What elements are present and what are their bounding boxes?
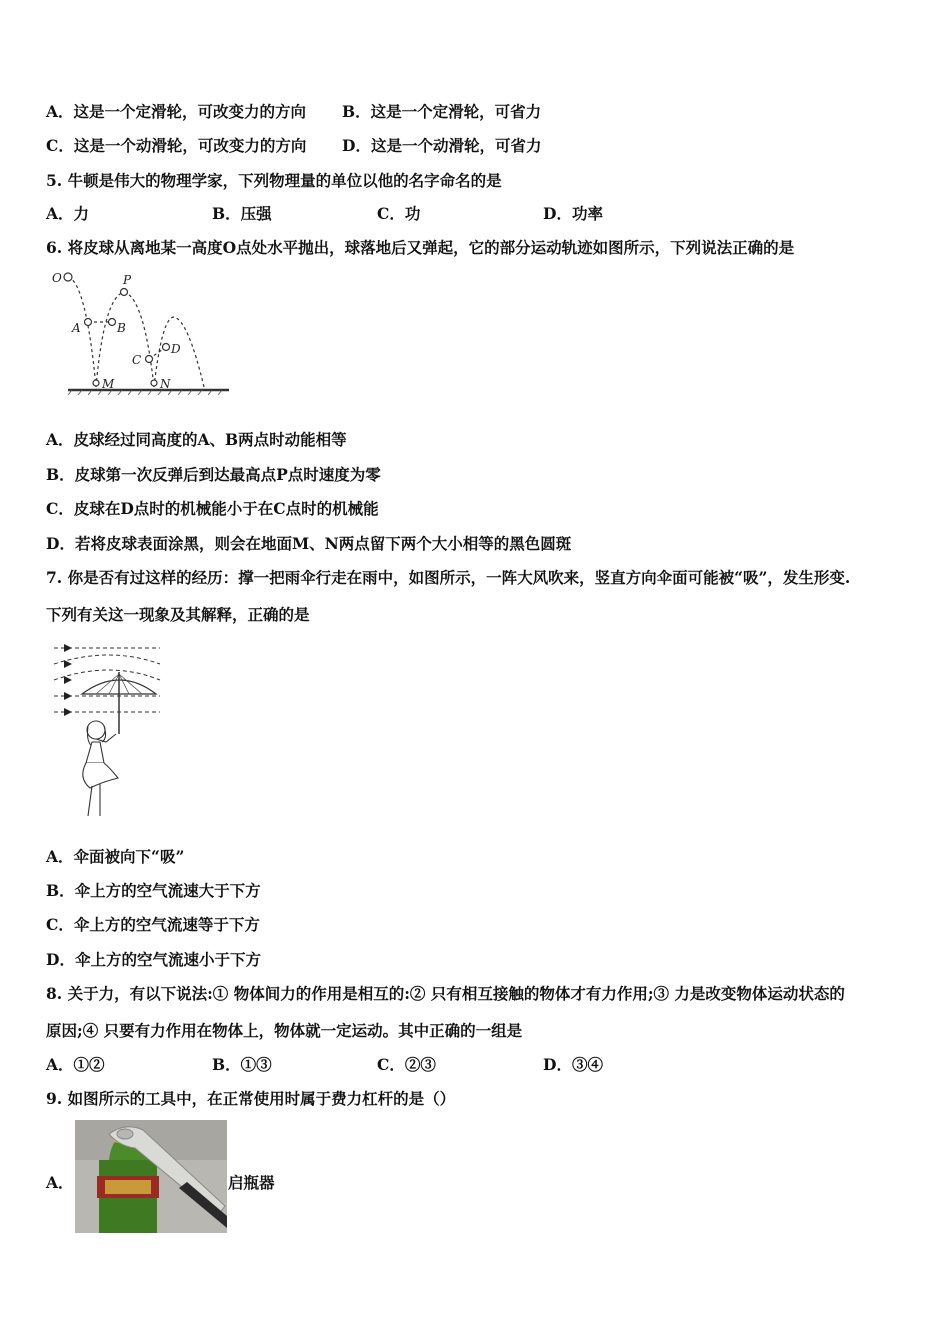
q8-option-a: A．①② [46,1055,105,1074]
label-N: N [160,377,171,391]
q4-option-c: C．这是一个动滑轮，可改变力的方向 [46,136,307,155]
q7-option-c: C．伞上方的空气流速等于下方 [46,915,260,934]
label-O: O [52,271,62,285]
q6-option-b: B．皮球第一次反弹后到达最高点P点时速度为零 [46,465,381,484]
q7-option-d: D．伞上方的空气流速小于下方 [46,950,261,969]
ball-trajectory-figure [46,262,246,402]
q6-option-a: A．皮球经过同高度的A、B两点时动能相等 [46,430,347,449]
ball-O [64,273,72,281]
q6-option-c: C．皮球在D点时的机械能小于在C点时的机械能 [46,499,379,518]
q5-stem: 5. 牛顿是伟大的物理学家，下列物理量的单位以他的名字命名的是 [46,171,502,190]
ball-B [109,319,116,326]
label-P: P [123,273,132,287]
q7-option-b: B．伞上方的空气流速大于下方 [46,881,261,900]
ball-P [121,289,128,296]
q5-option-c: C．功 [377,204,421,223]
q5-option-b: B．压强 [212,204,272,223]
bottle-opener-photo [75,1120,227,1233]
label-A: A [72,321,81,335]
label-C: C [132,353,142,367]
q9-stem: 9. 如图所示的工具中，在正常使用时属于费力杠杆的是（） [46,1089,456,1108]
q9-option-a-letter: A． [46,1173,74,1192]
ball-M [93,380,99,386]
label-D: D [171,342,181,356]
q8-option-b: B．①③ [212,1055,272,1074]
ball-C [146,356,153,363]
q4-option-b: B．这是一个定滑轮，可省力 [342,102,542,121]
q8-stem-line1: 8. 关于力，有以下说法:① 物体间力的作用是相互的:② 只有相互接触的物体才有力作用;③ 力是改变物体运动状态的 [46,984,845,1003]
q7-stem-line1: 7. 你是否有过这样的经历：撑一把雨伞行走在雨中，如图所示，一阵大风吹来，竖直方向伞面可能被“吸”，发生形变. [46,568,851,587]
q6-option-d: D．若将皮球表面涂黑，则会在地面M、N两点留下两个大小相等的黑色圆斑 [46,534,572,553]
q5-option-d: D．功率 [543,204,603,223]
q4-option-a: A．这是一个定滑轮，可改变力的方向 [46,102,307,121]
q5-option-a: A．力 [46,204,90,223]
label-B: B [117,321,126,335]
q7-stem-line2: 下列有关这一现象及其解释，正确的是 [46,605,310,624]
q8-option-c: C．②③ [377,1055,436,1074]
ball-A [85,319,92,326]
q6-stem: 6. 将皮球从离地某一高度O点处水平抛出，球落地后又弹起，它的部分运动轨迹如图所示，下列说法正确的是 [46,238,795,257]
label-M: M [102,377,115,391]
q4-option-d: D．这是一个动滑轮，可省力 [342,136,542,155]
q9-option-a-caption: 启瓶器 [228,1173,275,1192]
umbrella-wind-figure [50,638,170,823]
ball-D [163,344,170,351]
ball-N [151,380,157,386]
q8-stem-line2: 原因;④ 只要有力作用在物体上，物体就一定运动。其中正确的一组是 [46,1021,523,1040]
q7-option-a: A．伞面被向下“吸” [46,847,185,866]
q8-option-d: D．③④ [543,1055,603,1074]
